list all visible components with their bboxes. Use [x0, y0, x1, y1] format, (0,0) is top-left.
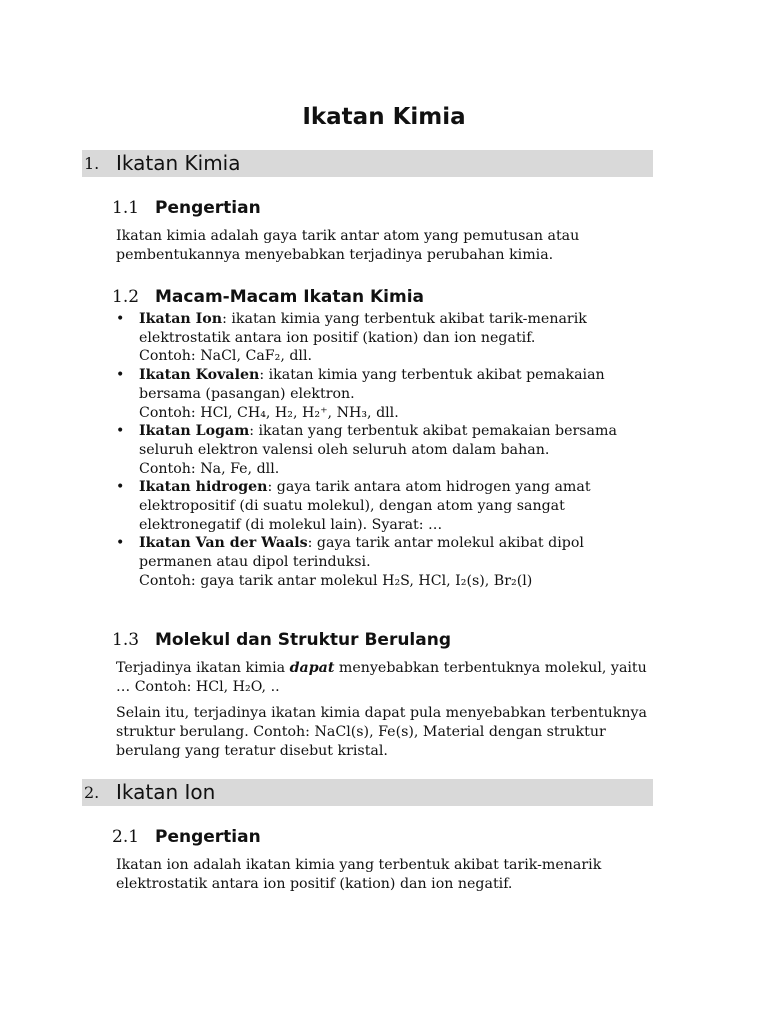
- section-2-number: 2.: [84, 783, 100, 802]
- subsection-1-3-paragraph-1: [116, 659, 656, 697]
- term-description: : ikatan kimia yang terbentuk akibat tarik-menarik elektrostatik antara ion positif (kation) dan ion negatif.: [139, 311, 587, 346]
- list-item: [112, 310, 657, 366]
- subsection-1-1-heading: [112, 196, 261, 220]
- term-ikatan-hidrogen: Ikatan hidrogen: [139, 479, 268, 496]
- subsection-1-1-number: 1.1: [112, 198, 140, 218]
- emphasis-dapat: dapat: [289, 660, 335, 676]
- subsection-2-1-heading: [112, 825, 261, 849]
- bullet-icon: •: [116, 479, 125, 496]
- term-description: : ikatan kimia yang terbentuk akibat pemakaian bersama (pasangan) elektron.: [139, 367, 605, 402]
- subsection-2-1-number: 2.1: [112, 827, 140, 847]
- bullet-icon: •: [116, 535, 125, 552]
- subsection-1-2-title: Macam-Macam Ikatan Kimia: [155, 287, 425, 307]
- subsection-1-1-text: Ikatan kimia adalah gaya tarik antar atom yang pemutusan atau pembentukannya menyebabkan terjadinya perubahan kimia.: [116, 228, 580, 263]
- list-item: [112, 422, 657, 478]
- term-example: Contoh: NaCl, CaF₂, dll.: [139, 348, 313, 365]
- section-2-title: Ikatan Ion: [116, 780, 216, 804]
- term-ikatan-logam: Ikatan Logam: [139, 423, 250, 440]
- list-item: [112, 534, 657, 590]
- document-title: Ikatan Kimia: [302, 104, 466, 130]
- term-ikatan-ion: Ikatan Ion: [139, 311, 223, 327]
- section-1-number: 1.: [84, 154, 100, 173]
- term-example: Contoh: Na, Fe, dll.: [139, 460, 280, 477]
- subsection-1-2-number: 1.2: [112, 287, 140, 307]
- bullet-icon: •: [116, 367, 125, 384]
- bullet-icon: •: [116, 423, 125, 440]
- subsection-1-2-heading: [112, 285, 424, 309]
- bullet-icon: •: [116, 311, 125, 327]
- term-example: Contoh: HCl, CH₄, H₂, H₂⁺, NH₃, dll.: [139, 404, 399, 421]
- subsection-1-3-number: 1.3: [112, 630, 140, 650]
- term-ikatan-van-der-waals: Ikatan Van der Waals: [139, 535, 308, 552]
- list-item: [112, 478, 657, 534]
- term-description: : gaya tarik antara atom hidrogen yang amat elektropositif (di suatu molekul), dengan atom yang sangat elektronegatif (di molekul lain). Syarat: …: [139, 479, 591, 533]
- section-1-header: [82, 150, 653, 177]
- term-example: Contoh: gaya tarik antar molekul H₂S, HCl, I₂(s), Br₂(l): [139, 572, 533, 589]
- subsection-2-1-title: Pengertian: [155, 827, 261, 847]
- subsection-1-1-title: Pengertian: [155, 198, 261, 218]
- section-2-header: [82, 779, 653, 806]
- list-item: [112, 366, 657, 422]
- subsection-1-3-title: Molekul dan Struktur Berulang: [155, 630, 452, 650]
- subsection-1-3-heading: [112, 628, 451, 652]
- section-1-title: Ikatan Kimia: [116, 151, 241, 175]
- term-description: : gaya tarik antar molekul akibat dipol permanen atau dipol terinduksi.: [139, 535, 584, 571]
- subsection-1-3-paragraph-2: Selain itu, terjadinya ikatan kimia dapat pula menyebabkan terbentuknya struktur berulang. Contoh: NaCl(s), Fe(s), Material dengan struktur berulang yang teratur disebut kristal.: [116, 705, 647, 759]
- subsection-2-1-text: Ikatan ion adalah ikatan kimia yang terbentuk akibat tarik-menarik elektrostatik antara ion positif (kation) dan ion negatif.: [116, 857, 602, 892]
- term-ikatan-kovalen: Ikatan Kovalen: [139, 367, 260, 384]
- bond-types-list: [112, 310, 657, 591]
- paragraph-text: Terjadinya ikatan kimia: [116, 660, 290, 676]
- term-description: : ikatan yang terbentuk akibat pemakaian bersama seluruh elektron valensi oleh seluruh atom dalam bahan.: [139, 423, 617, 458]
- paragraph-text: menyebabkan terbentuknya molekul, yaitu … Contoh: HCl, H₂O, ..: [116, 660, 647, 695]
